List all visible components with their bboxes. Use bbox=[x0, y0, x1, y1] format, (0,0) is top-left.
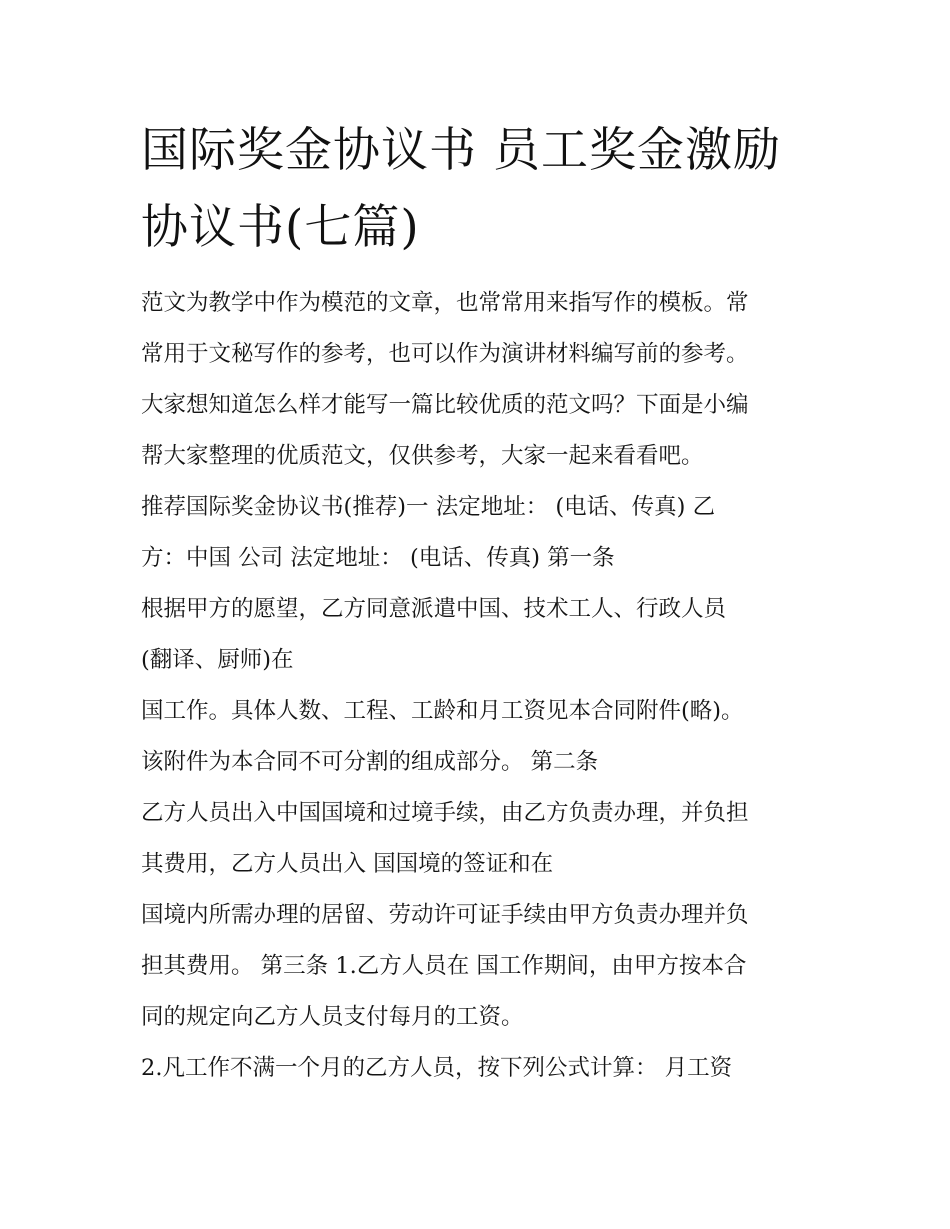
document-body bbox=[141, 283, 831, 1099]
body-line: 国工作。具体人数、工程、工龄和月工资见本合同附件(略)。 bbox=[141, 698, 744, 724]
body-line: 大家想知道怎么样才能写一篇比较优质的范文吗？下面是小编 bbox=[141, 392, 749, 418]
body-line: 推荐国际奖金协议书(推荐)一 法定地址： (电话、传真) 乙 bbox=[141, 494, 716, 520]
body-line: 方：中国 公司 法定地址： (电话、传真) 第一条 bbox=[141, 545, 615, 571]
body-line: 同的规定向乙方人员支付每月的工资。 bbox=[141, 1004, 524, 1030]
body-line: 国境内所需办理的居留、劳动许可证手续由甲方负责办理并负 bbox=[141, 902, 749, 928]
body-line: 乙方人员出入中国国境和过境手续，由乙方负责办理，并负担 bbox=[141, 800, 749, 826]
body-line: (翻译、厨师)在 bbox=[141, 647, 294, 673]
title-line: 国际奖金协议书 员工奖金激励 bbox=[141, 123, 781, 178]
body-line: 常用于文秘写作的参考，也可以作为演讲材料编写前的参考。 bbox=[141, 341, 749, 367]
body-line: 担其费用。 第三条 1.乙方人员在 国工作期间，由甲方按本合 bbox=[141, 953, 747, 979]
body-line: 其费用，乙方人员出入 国国境的签证和在 bbox=[141, 851, 554, 877]
body-line: 2.凡工作不满一个月的乙方人员，按下列公式计算： 月工资 bbox=[141, 1055, 733, 1081]
title-line: 协议书(七篇) bbox=[141, 200, 420, 255]
body-line: 帮大家整理的优质范文，仅供参考，大家一起来看看吧。 bbox=[141, 443, 704, 469]
document-title bbox=[141, 112, 821, 266]
body-line: 根据甲方的愿望，乙方同意派遣中国、技术工人、行政人员 bbox=[141, 596, 727, 622]
body-line: 该附件为本合同不可分割的组成部分。 第二条 bbox=[141, 749, 599, 775]
body-line: 范文为教学中作为模范的文章，也常常用来指写作的模板。常 bbox=[141, 290, 749, 316]
